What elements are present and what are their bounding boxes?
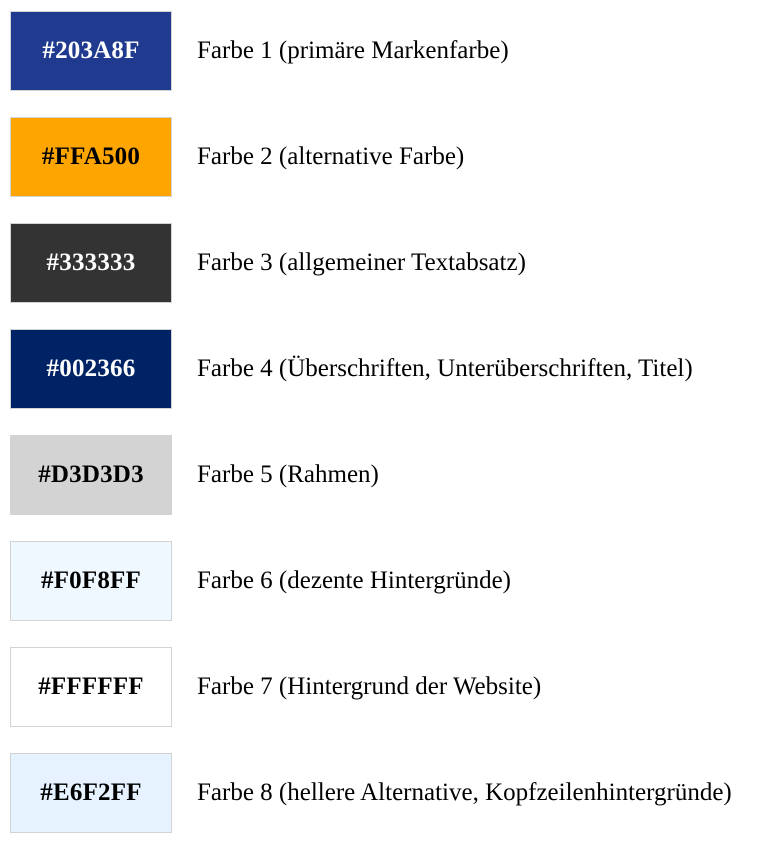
color-description: Farbe 7 (Hintergrund der Website) <box>197 673 542 700</box>
color-swatch <box>10 753 172 833</box>
palette-row <box>10 541 766 621</box>
color-swatch <box>10 11 172 91</box>
color-hex-label: #203A8F <box>42 37 140 64</box>
color-description: Farbe 6 (dezente Hintergründe) <box>197 567 511 594</box>
color-description: Farbe 4 (Überschriften, Unterüberschriften, Titel) <box>197 355 693 382</box>
color-description: Farbe 8 (hellere Alternative, Kopfzeilenhintergründe) <box>197 779 732 806</box>
color-swatch <box>10 435 172 515</box>
palette-row <box>10 11 766 91</box>
color-swatch <box>10 117 172 197</box>
palette-row <box>10 117 766 197</box>
color-description: Farbe 5 (Rahmen) <box>197 461 379 488</box>
color-swatch <box>10 223 172 303</box>
palette-row <box>10 753 766 833</box>
color-hex-label: #E6F2FF <box>40 779 142 806</box>
color-description: Farbe 3 (allgemeiner Textabsatz) <box>197 249 526 276</box>
color-hex-label: #002366 <box>46 355 136 382</box>
color-hex-label: #F0F8FF <box>41 567 141 594</box>
color-description: Farbe 1 (primäre Markenfarbe) <box>197 37 509 64</box>
palette-row <box>10 435 766 515</box>
color-description: Farbe 2 (alternative Farbe) <box>197 143 465 170</box>
color-hex-label: #D3D3D3 <box>38 461 144 488</box>
palette-row <box>10 329 766 409</box>
color-hex-label: #FFA500 <box>41 143 141 170</box>
color-swatch <box>10 329 172 409</box>
color-hex-label: #333333 <box>46 249 136 276</box>
color-swatch <box>10 647 172 727</box>
color-swatch <box>10 541 172 621</box>
palette-row <box>10 223 766 303</box>
palette-row <box>10 647 766 727</box>
color-hex-label: #FFFFFF <box>38 673 144 700</box>
